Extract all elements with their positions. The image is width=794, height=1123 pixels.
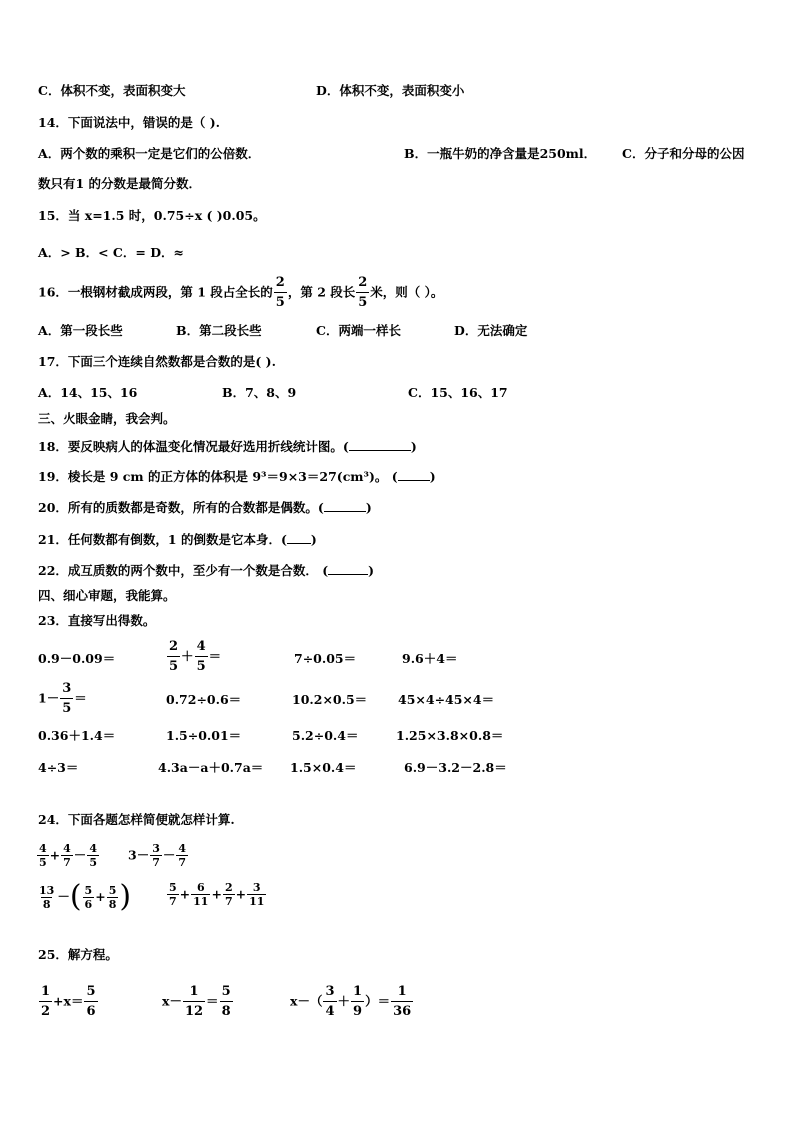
equation-2: x－ $\frac{1}{12}$ ＝ $\frac{5}{8}$	[162, 984, 231, 1019]
q25-stem: 25．解方程。	[38, 947, 118, 962]
answer-blank[interactable]	[349, 440, 411, 451]
simplify-expr-4: $\frac{5}{7}$ + $\frac{6}{11}$ + $\frac{2}{7}$ + $\frac{3}{11}$	[169, 881, 265, 908]
calc-item: 0.72÷0.6＝	[166, 692, 242, 707]
q24-stem: 24．下面各题怎样简便就怎样计算.	[38, 812, 235, 827]
answer-blank[interactable]	[287, 533, 311, 544]
q16-option-d: D．无法确定	[454, 323, 528, 338]
q14-option-c: C．分子和分母的公因	[622, 146, 745, 161]
q14-option-b: B．一瓶牛奶的净含量是250ml．	[404, 146, 597, 161]
calc-item: 7÷0.05＝	[294, 651, 357, 666]
calc-item: 10.2×0.5＝	[292, 692, 368, 707]
q16-option-c: C．两端一样长	[316, 323, 401, 338]
calc-item-fraction: $\frac{2}{5}$ ＋ $\frac{4}{5}$ ＝	[169, 639, 222, 674]
q13-option-c: C．体积不变，表面积变大	[38, 83, 186, 98]
calc-item: 6.9－3.2－2.8＝	[404, 760, 507, 775]
q17-option-c: C．15、16、17	[408, 385, 508, 400]
answer-blank[interactable]	[328, 564, 368, 575]
calc-item: 4.3a－a＋0.7a＝	[158, 760, 264, 775]
q13-option-d: D．体积不变，表面积变小	[316, 83, 465, 98]
q14-option-c-cont: 数只有1 的分数是最简分数．	[38, 176, 202, 191]
q15-stem: 15．当 x=1.5 时，0.75÷x ( )0.05。	[38, 208, 266, 223]
q17-stem: 17．下面三个连续自然数都是合数的是( ).	[38, 354, 276, 369]
q16-option-a: A．第一段长些	[38, 323, 123, 338]
fraction: $\frac{2}{5}$	[358, 275, 368, 310]
simplify-expr-3: $\frac{13}{8}$ －( $\frac{5}{6}$ + $\frac{5}{8}$ )	[39, 879, 132, 914]
q16-option-b: B．第二段长些	[176, 323, 262, 338]
calc-item: 0.36＋1.4＝	[38, 728, 116, 743]
q23-stem: 23．直接写出得数。	[38, 613, 156, 628]
calc-item: 4÷3＝	[38, 760, 79, 775]
calc-item: 9.6＋4＝	[402, 651, 458, 666]
q14-stem: 14．下面说法中，错误的是（ ).	[38, 115, 221, 130]
q15-options: A．> B．< C．= D．≈	[38, 245, 185, 260]
equation-3: x－（ $\frac{3}{4}$ ＋ $\frac{1}{9}$ ）＝ $\frac{1}{36}$	[290, 984, 412, 1019]
fraction: $\frac{2}{5}$	[275, 275, 285, 310]
q17-option-b: B．7、8、9	[222, 385, 297, 400]
answer-blank[interactable]	[324, 501, 366, 512]
calc-item: 1.5×0.4＝	[290, 760, 357, 775]
simplify-expr-1: $\frac{4}{5}$ + $\frac{4}{7}$ － $\frac{4}{5}$	[39, 842, 97, 869]
q16-text-post: 米，则（ ）。	[370, 284, 444, 300]
q21: 21．任何数都有倒数，1 的倒数是它本身．( )	[38, 532, 317, 547]
answer-blank[interactable]	[398, 470, 430, 481]
q16-text-mid: ，第 2 段长	[287, 284, 356, 300]
q22: 22．成互质数的两个数中，至少有一个数是合数． ( )	[38, 563, 375, 578]
q16-stem	[38, 276, 443, 309]
calc-item: 45×4÷45×4＝	[398, 692, 495, 707]
section-4-title: 四、细心审题，我能算。	[38, 588, 176, 603]
q14-option-a: A．两个数的乘积一定是它们的公倍数．	[38, 146, 261, 161]
q19: 19．棱长是 9 cm 的正方体的体积是 9³＝9×3＝27(cm³)。 ( )	[38, 469, 436, 484]
q17-option-a: A．14、15、16	[38, 385, 138, 400]
q16-text-pre: 16．一根钢材截成两段，第 1 段占全长的	[38, 284, 273, 300]
equation-1: $\frac{1}{2}$ +x＝ $\frac{5}{6}$	[41, 984, 96, 1019]
calc-item: 1.25×3.8×0.8＝	[396, 728, 504, 743]
calc-item: 0.9－0.09＝	[38, 651, 116, 666]
calc-item: 1.5÷0.01＝	[166, 728, 242, 743]
simplify-expr-2: 3－ $\frac{3}{7}$ － $\frac{4}{7}$	[128, 842, 187, 869]
calc-item: 5.2÷0.4＝	[292, 728, 359, 743]
calc-item-fraction: 1－ $\frac{3}{5}$ ＝	[38, 681, 87, 716]
section-3-title: 三、火眼金睛，我会判。	[38, 411, 176, 426]
q18: 18．要反映病人的体温变化情况最好选用折线统计图。( )	[38, 439, 417, 454]
q20: 20．所有的质数都是奇数，所有的合数都是偶数。( )	[38, 500, 372, 515]
